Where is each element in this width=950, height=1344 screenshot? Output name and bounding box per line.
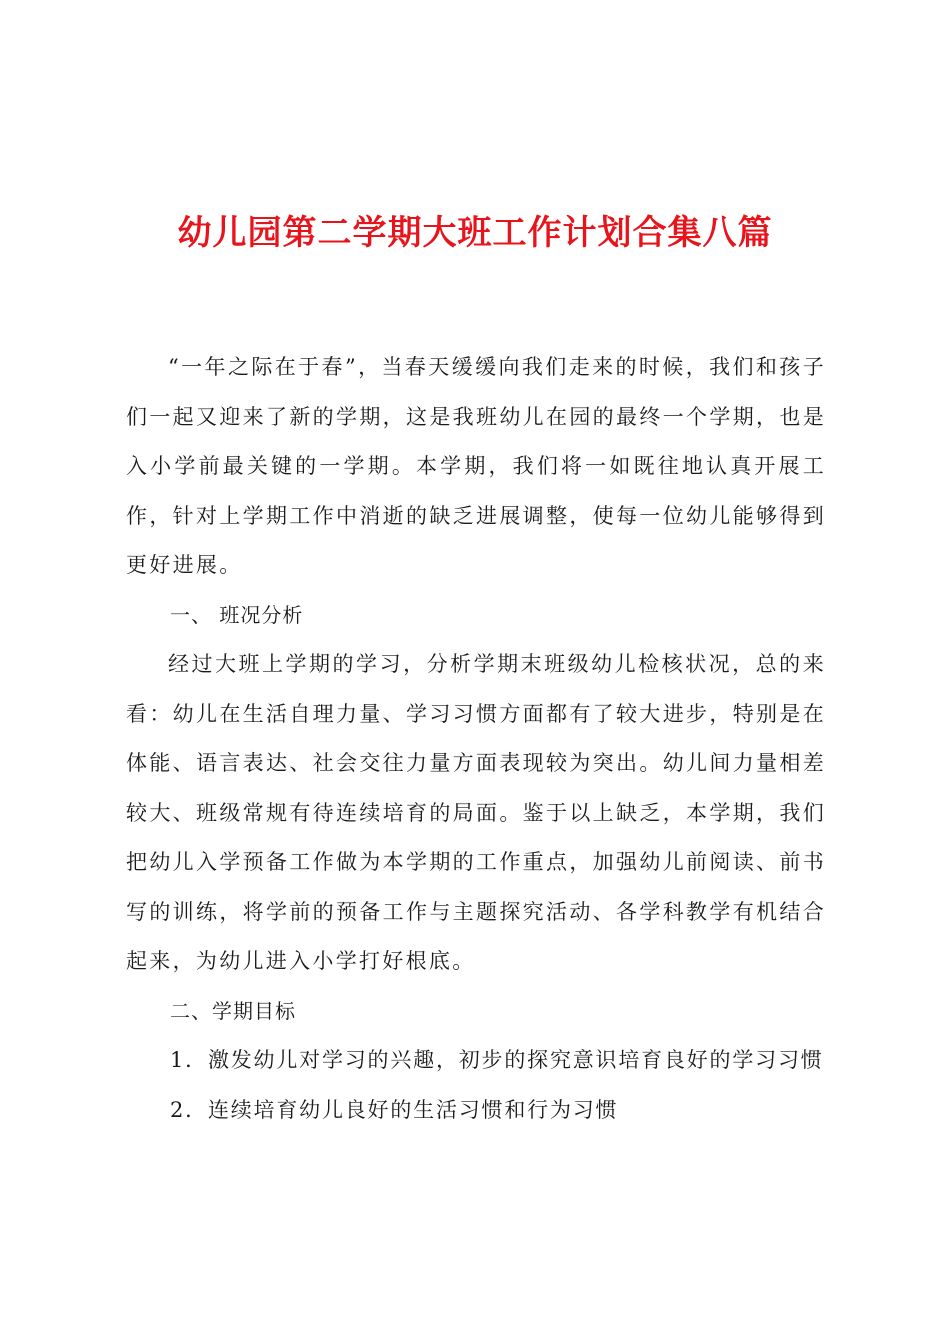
- goal-item-2: 2．连续培育幼儿良好的生活习惯和行为习惯: [170, 1097, 619, 1122]
- section-heading-class-analysis: 一、 班况分析: [170, 602, 304, 627]
- document-body: [126, 343, 826, 1135]
- section-heading-semester-goals: 二、学期目标: [170, 998, 296, 1023]
- goal-item-1: 1．激发幼儿对学习的兴趣，初步的探究意识培育良好的学习习惯: [170, 1048, 824, 1072]
- document-title: 幼儿园第二学期大班工作计划合集八篇: [177, 213, 773, 253]
- intro-paragraph: “一年之际在于春”，当春天缓缓向我们走来的时候，我们和孩子们一起又迎来了新的学期，这是我班幼儿在园的最终一个学期，也是入小学前最关键的一学期。本学期，我们将一如既往地认真开展工作，针对上学期工作中消逝的缺乏进展调整，使每一位幼儿能够得到更好进展。: [126, 355, 826, 577]
- class-analysis-paragraph: 经过大班上学期的学习，分析学期末班级幼儿检核状况，总的来看：幼儿在生活自理力量、学习习惯方面都有了较大进步，特别是在体能、语言表达、社会交往力量方面表现较为突出。幼儿间力量相差较大、班级常规有待连续培育的局面。鉴于以上缺乏，本学期，我们把幼儿入学预备工作做为本学期的工作重点，加强幼儿前阅读、前书写的训练，将学前的预备工作与主题探究活动、各学科教学有机结合起来，为幼儿进入小学打好根底。: [126, 652, 826, 973]
